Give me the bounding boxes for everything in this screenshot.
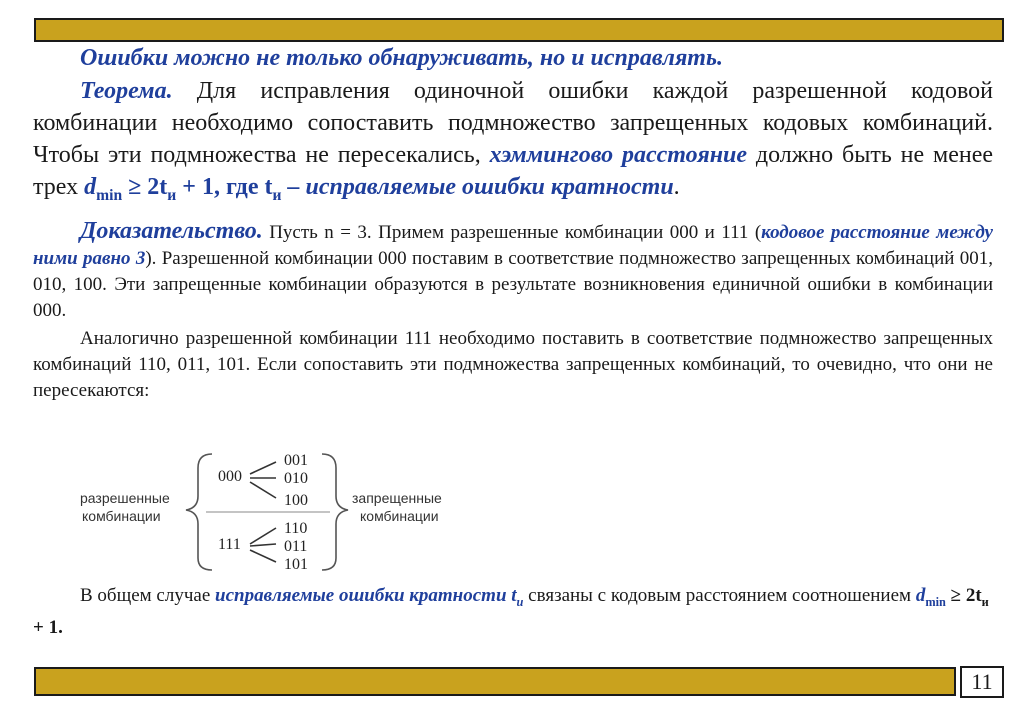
combination-diagram (80, 446, 500, 576)
theorem-tail-term: – исправляемые ошибки кратности (281, 174, 674, 200)
top-decor-bar (34, 18, 1004, 42)
formula-sub2: и (167, 186, 177, 204)
proof-text-2: ). Разрешенной комбинации 000 поставим в соответствие подмножество запрещенных комбинаций 001, 010, 100. Эти запрещенные комбинации образуются в результате возникновения единичной ошибки в комбинации 000. (33, 247, 993, 321)
slide-content (33, 43, 993, 404)
proof-highlight: кодовое расстояние между ними равно 3 (33, 221, 993, 269)
right-label-1: запрещенные (352, 490, 442, 506)
theorem-text-2: должно быть не менее трех (33, 142, 993, 200)
final-text-2: связаны с кодовым расстоянием соотношением (523, 585, 916, 606)
final-text-1: В общем случае (80, 585, 216, 606)
theorem-formula (84, 174, 282, 204)
left-label-1: разрешенные (80, 490, 170, 506)
allowed-111: 111 (218, 536, 241, 553)
final-term-sub: и (516, 594, 524, 609)
analog-paragraph: Аналогично разрешенной комбинации 111 необходимо поставить в соответствие подмножество запрещенных комбинаций 110, 011, 101. Если сопоставить эти подмножества запрещенных комбинаций, то очевидно, что они не пересекаются: (33, 327, 993, 401)
proof-label: Доказательство. (80, 217, 263, 244)
forbidden-010: 010 (284, 470, 308, 487)
slide-heading: Ошибки можно не только обнаруживать, но и исправлять. (80, 45, 723, 71)
forbidden-001: 001 (284, 452, 308, 469)
page-number: 11 (960, 666, 1004, 698)
final-term (215, 585, 524, 609)
formula-sub: min (96, 186, 123, 204)
theorem-paragraph (33, 75, 993, 212)
formula-tail: + 1, где t (176, 174, 273, 200)
proof-text-1: Пусть n = 3. Примем разрешенные комбинации 000 и 111 ( (262, 221, 762, 243)
final-formula-mid: ≥ 2t (945, 585, 982, 606)
formula-d: d (84, 174, 97, 200)
final-formula-sub: min (925, 594, 946, 609)
formula-sub3: и (272, 186, 282, 204)
final-paragraph (33, 583, 993, 641)
bottom-decor-bar (34, 667, 956, 696)
right-label-2: комбинации (360, 508, 439, 524)
proof-paragraph (33, 218, 993, 324)
left-label-2: комбинации (82, 508, 161, 524)
forbidden-101: 101 (284, 556, 308, 573)
theorem-end: . (673, 174, 680, 200)
final-formula-sub2: и (981, 594, 989, 609)
theorem-text-1: Для исправления одиночной ошибки каждой разрешенной кодовой комбинации необходимо сопоставить подмножество запрещенных кодовых комбинаций. Чтобы эти подмножества не пересекались, (33, 78, 993, 168)
allowed-000: 000 (218, 468, 242, 485)
final-term-text: исправляемые ошибки кратности t (215, 585, 517, 606)
final-formula-end: + 1. (33, 616, 63, 638)
final-formula-d: d (915, 585, 926, 606)
theorem-label: Теорема. (80, 78, 173, 104)
forbidden-100: 100 (284, 492, 308, 509)
forbidden-110: 110 (284, 520, 308, 537)
forbidden-011: 011 (284, 538, 308, 555)
theorem-term: хэммингово расстояние (489, 142, 748, 168)
formula-mid: ≥ 2t (122, 174, 168, 200)
